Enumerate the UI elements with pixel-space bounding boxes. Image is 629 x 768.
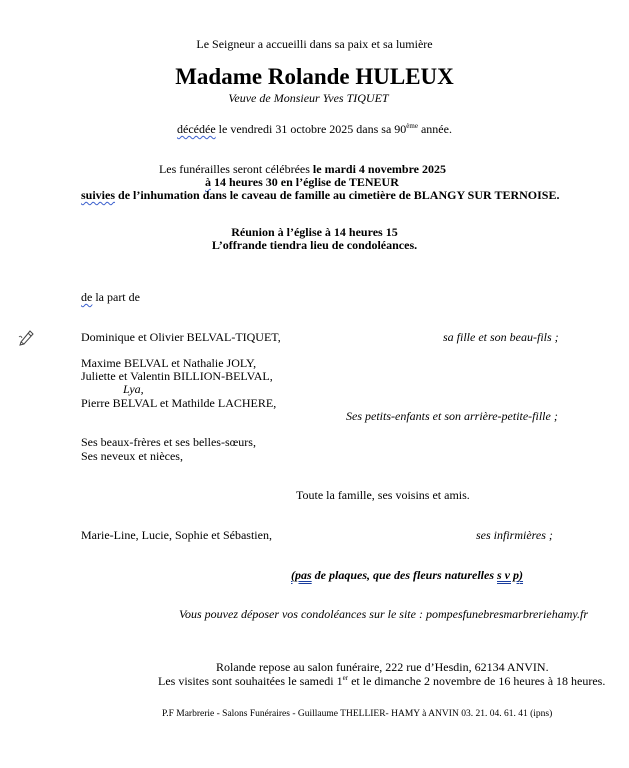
children-names: Dominique et Olivier BELVAL-TIQUET,: [81, 330, 281, 344]
visits-pre: Les visites sont souhaitées le samedi 1: [158, 674, 343, 688]
funeral-intro: Les funérailles seront célébrées: [158, 162, 313, 176]
funeral-line-2: [205, 175, 399, 189]
grandchildren-relation: Ses petits-enfants et son arrière-petite-fille ;: [346, 409, 558, 423]
grandchild-1: Maxime BELVAL et Nathalie JOLY,: [81, 356, 257, 370]
funeral-line-3: [81, 188, 559, 202]
flowers-open: (: [291, 568, 295, 582]
pen-edit-icon[interactable]: [17, 327, 37, 347]
from-rest: la part de: [92, 290, 140, 304]
funeral-a: à: [205, 175, 211, 189]
meeting-line-2: L’offrande tiendra lieu de condoléances.: [211, 238, 418, 252]
death-date: le vendredi 31 octobre 2025 dans sa 90: [218, 122, 407, 136]
inlaws-2: Ses neveux et nièces,: [81, 449, 183, 463]
from-line: [81, 290, 140, 304]
nurses-relation: ses infirmières ;: [476, 528, 553, 542]
death-line: [0, 122, 629, 136]
meeting-line-1: Réunion à l’église à 14 heures 15: [231, 225, 398, 239]
inlaws-1: Ses beaux-frères et ses belles-sœurs,: [81, 435, 256, 449]
funeral-suivies: suivies: [81, 188, 116, 202]
all-family: Toute la famille, ses voisins et amis.: [296, 488, 470, 502]
visits-post: et le dimanche 2 novembre de 16 heures à 18 heures.: [348, 674, 606, 688]
nurses-names: Marie-Line, Lucie, Sophie et Sébastien,: [81, 528, 272, 542]
from-de: de: [81, 290, 93, 304]
death-sup: ème: [406, 122, 418, 130]
flowers-pas: pas: [295, 568, 312, 582]
widow-line: Veuve de Monsieur Yves TIQUET: [228, 91, 389, 105]
funeral-line-1: [0, 162, 617, 176]
website-note: Vous pouvez déposer vos condoléances sur le site : pompesfunebresmarbreriehamy.fr: [179, 607, 589, 621]
children-relation: sa fille et son beau-fils ;: [443, 330, 559, 344]
rest-line-1: Rolande repose au salon funéraire, 222 rue d’Hesdin, 62134 ANVIN.: [216, 660, 549, 674]
grandchild-4: Pierre BELVAL et Mathilde LACHERE,: [81, 396, 277, 410]
intro-line: Le Seigneur a accueilli dans sa paix et sa lumière: [196, 37, 433, 51]
funeral-date: le mardi 4 novembre 2025: [312, 162, 447, 176]
flowers-svp: s v p: [497, 568, 520, 582]
grandchild-3: Lya,: [123, 382, 144, 396]
visits-sup: er: [342, 674, 349, 682]
funeral-church: 14 heures 30 en l’église de TENEUR: [211, 175, 399, 189]
grandchild-2: Juliette et Valentin BILLION-BELVAL,: [81, 369, 273, 383]
rest-line-2: [158, 674, 605, 688]
death-year-end: année.: [417, 122, 452, 136]
funeral-burial: de l’inhumation dans le caveau de famille au cimetière de BLANGY SUR TERNOISE.: [115, 188, 560, 202]
death-word: décédée: [177, 122, 216, 136]
flowers-middle: de plaques, que des fleurs naturelles: [311, 568, 498, 582]
flowers-note: [291, 568, 523, 582]
footer-line: P.F Marbrerie - Salons Funéraires - Guillaume THELLIER- HAMY à ANVIN 03. 21. 04. 61. 41 (ipns): [162, 709, 553, 719]
flowers-close: ): [519, 568, 524, 582]
deceased-name: Madame Rolande HULEUX: [175, 64, 454, 89]
